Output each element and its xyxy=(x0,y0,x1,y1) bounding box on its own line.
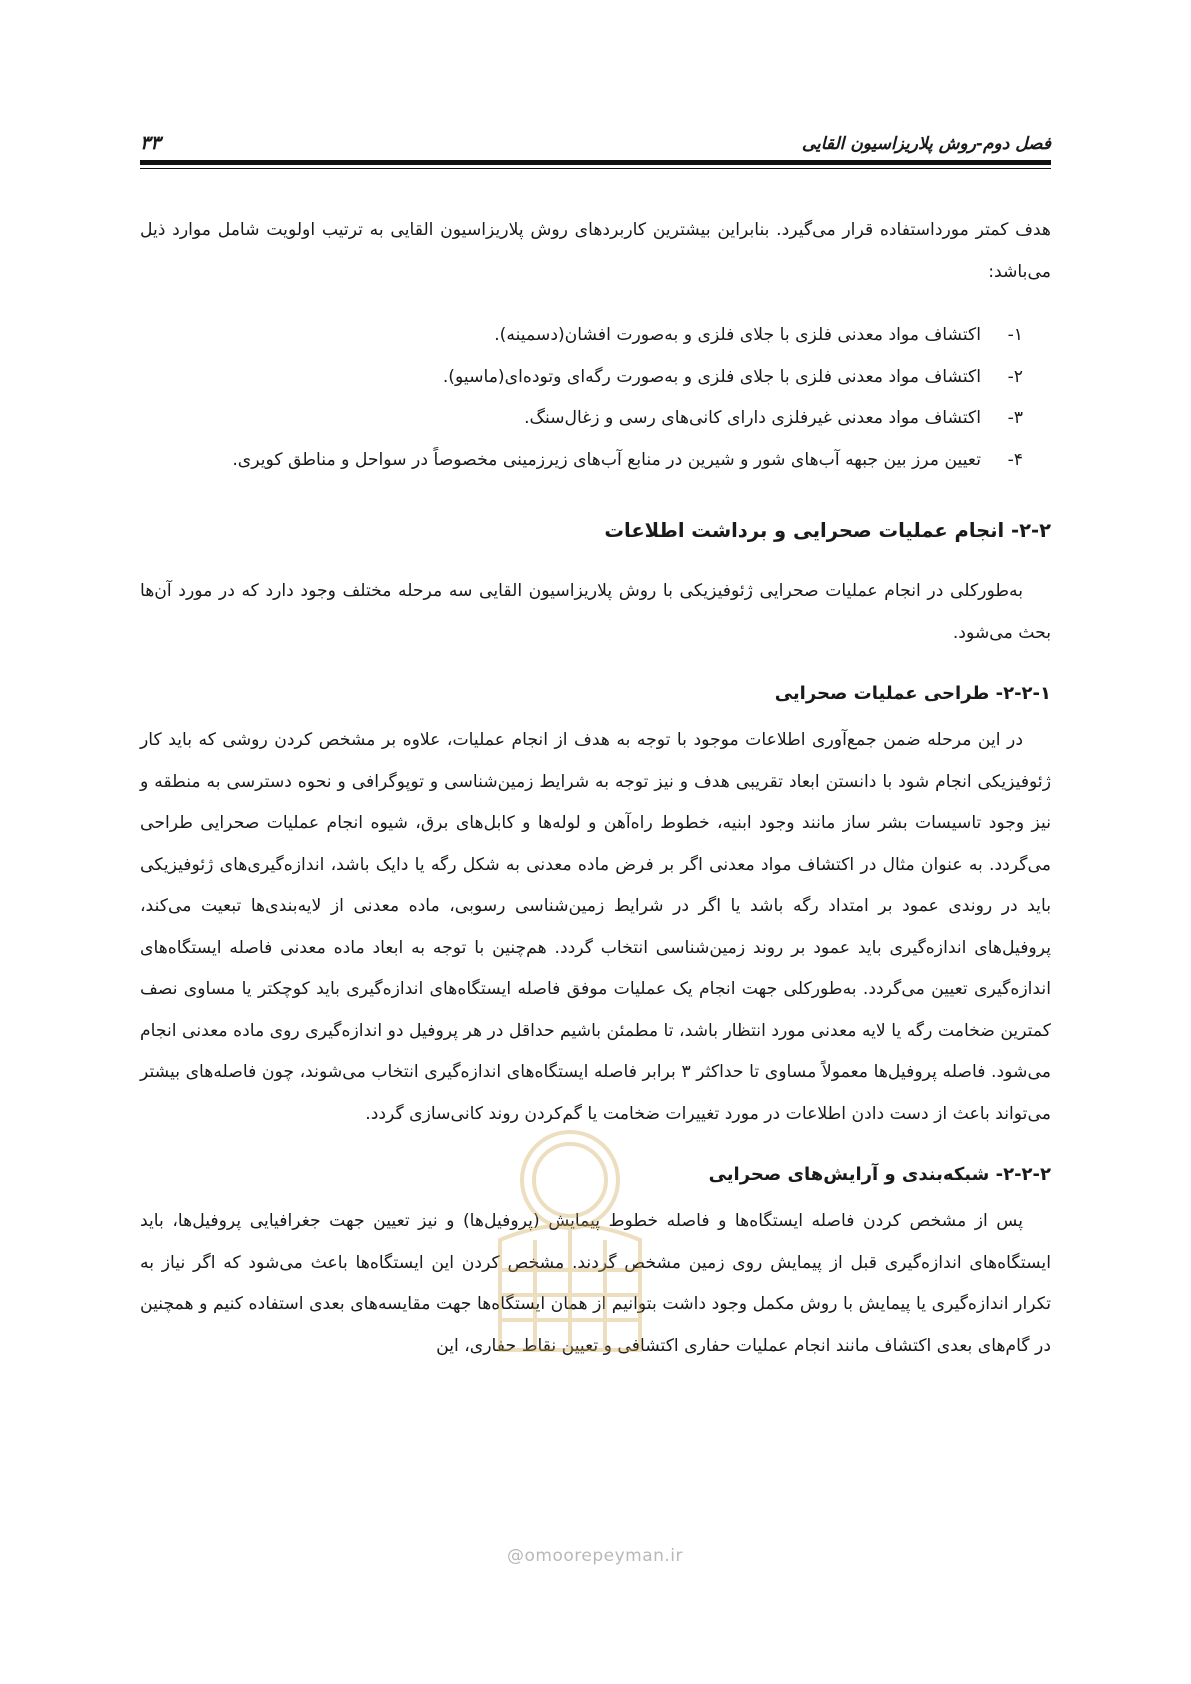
watermark-site-text: @omoorepeyman.ir xyxy=(506,1546,684,1566)
list-item xyxy=(140,357,1023,399)
list-item-text: اکتشاف مواد معدنی غیرفلزی دارای کانی‌های رسی و زغال‌سنگ. xyxy=(524,408,981,428)
header-rule-thin xyxy=(140,168,1051,169)
section-heading-2-2-2: ۲-۲-۲- شبکه‌بندی و آرایش‌های صحرایی xyxy=(708,1164,1051,1185)
list-item-number: ۲- xyxy=(1007,366,1023,387)
section-2-2-2-paragraph: پس از مشخص کردن فاصله ایستگاه‌ها و فاصله خطوط پیمایش (پروفیل‌ها) و نیز تعیین جهت جغرافیایی پروفیل‌ها، باید ایستگاه‌های اندازه‌گیری قبل از پیمایش روی زمین مشخص گردند. مشخص کردن این ایستگاه‌ها باعث می‌شود که اگر نیاز به تکرار اندازه‌گیری یا پیمایش با روش مکمل وجود داشت بتوانیم از همان ایستگاه‌ها جهت مقایسه‌های بعدی استفاده کنیم و همچنین در گام‌های بعدی اکتشاف مانند انجام عملیات حفاری اکتشافی و تعیین نقاط حفاری، این xyxy=(140,1211,1051,1356)
header-rule-thick xyxy=(140,160,1051,165)
list-item-text: اکتشاف مواد معدنی فلزی با جلای فلزی و به‌صورت افشان(دسمینه). xyxy=(494,325,981,345)
list-item xyxy=(140,315,1023,357)
list-item-number: ۴- xyxy=(1007,449,1023,470)
list-item xyxy=(140,398,1023,440)
list-item-text: تعیین مرز بین جبهه آب‌های شور و شیرین در منابع آب‌های زیرزمینی مخصوصاً در سواحل و مناطق کویری. xyxy=(232,449,981,470)
list-item-text: اکتشاف مواد معدنی فلزی با جلای فلزی و به‌صورت رگه‌ای وتوده‌ای(ماسیو). xyxy=(442,366,981,387)
applications-list xyxy=(140,315,1051,481)
section-2-2-1-paragraph: در این مرحله ضمن جمع‌آوری اطلاعات موجود با توجه به هدف از انجام عملیات، علاوه بر مشخص کردن روشی که باید کار ژئوفیزیکی انجام شود با دانستن ابعاد تقریبی هدف و نیز توجه به شرایط زمین‌شناسی و توپوگرافی و نحوه دسترسی به منطقه و نیز وجود تاسیسات بشر ساز مانند وجود ابنیه، خطوط راه‌آهن و لوله‌ها و کابل‌های برق، شیوه انجام عملیات صحرایی طراحی می‌گردد. به عنوان مثال در اکتشاف مواد معدنی اگر بر فرض ماده معدنی به شکل رگه یا دایک باشد، اندازه‌گیری‌های ژئوفیزیکی باید در روندی عمود بر امتداد رگه باشد یا اگر در شرایط زمین‌شناسی رسوبی، ماده معدنی از لایه‌بندی‌ها تبعیت می‌کند، پروفیل‌های اندازه‌گیری باید عمود بر روند زمین‌شناسی انتخاب گردد. هم‌چنین با توجه به ابعاد ماده معدنی فاصله ایستگاه‌های اندازه‌گیری تعیین می‌گردد. به‌طورکلی جهت انجام یک عملیات موفق فاصله ایستگاه‌های اندازه‌گیری باید کوچکتر یا مساوی نصف کمترین ضخامت رگه یا لایه معدنی مورد انتظار باشد، تا مطمئن باشیم حداقل در هر پروفیل دو اندازه‌گیری روی ماده معدنی انجام می‌شود. فاصله پروفیل‌ها معمولاً مساوی تا حداکثر ۳ برابر فاصله ایستگاه‌های اندازه‌گیری انتخاب می‌شوند، چون فاصله‌های بیشتر می‌تواند باعث از دست دادن اطلاعات در مورد تغییرات ضخامت یا گم‌کردن روند کانی‌سازی گردد. xyxy=(140,730,1051,1124)
list-item xyxy=(140,440,1023,482)
page-number: ۳۳ xyxy=(140,132,161,154)
section-heading-2-2-1: ۲-۲-۱- طراحی عملیات صحرایی xyxy=(774,683,1051,704)
body-content xyxy=(140,210,1051,1367)
intro-paragraph: هدف کمتر مورداستفاده قرار می‌گیرد. بنابراین بیشترین کاربردهای روش پلاریزاسیون القایی به ترتیب اولویت شامل موارد ذیل می‌باشد: xyxy=(140,220,1051,282)
section-2-2-paragraph: به‌طورکلی در انجام عملیات صحرایی ژئوفیزیکی با روش پلاریزاسیون القایی سه مرحله مختلف وجود دارد که در مورد آن‌ها بحث می‌شود. xyxy=(140,581,1051,643)
chapter-title: فصل دوم-روش پلاریزاسیون القایی xyxy=(801,134,1051,154)
section-heading-2-2: ۲-۲- انجام عملیات صحرایی و برداشت اطلاعات xyxy=(604,519,1051,542)
list-item-number: ۳- xyxy=(1007,408,1023,428)
running-header xyxy=(140,124,1051,154)
list-item-number: ۱- xyxy=(1007,325,1023,345)
